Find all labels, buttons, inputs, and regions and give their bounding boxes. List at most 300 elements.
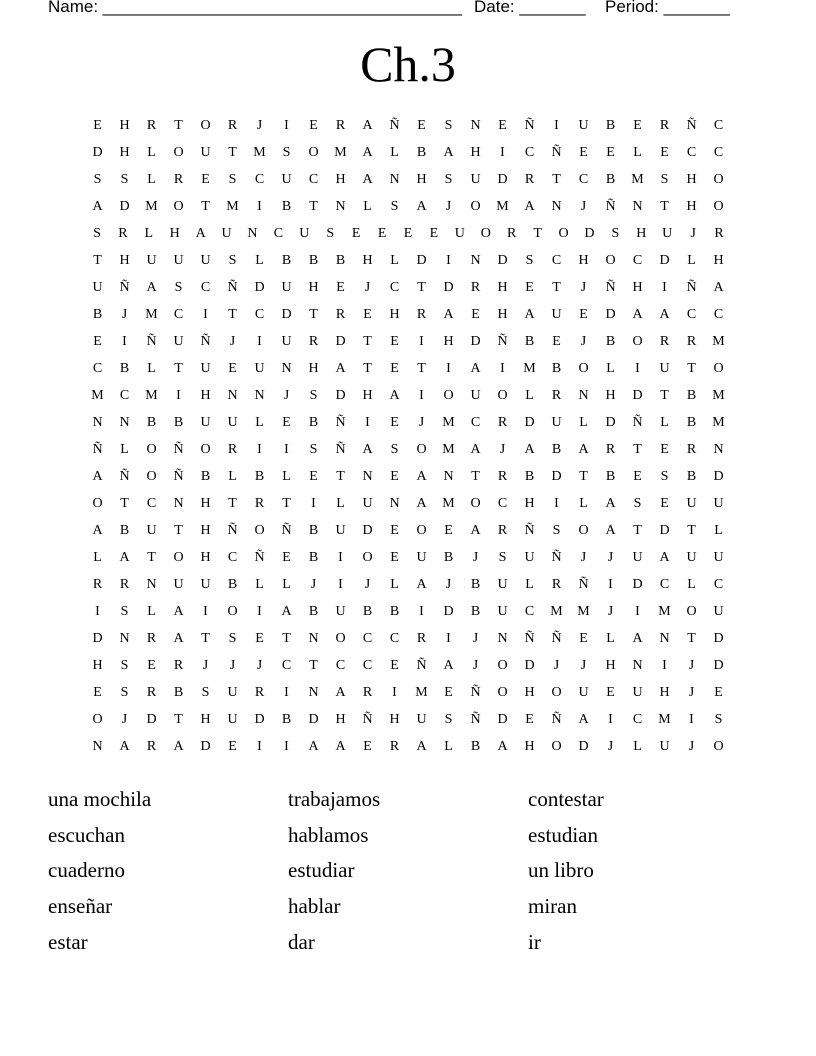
grid-letter: N <box>254 388 265 403</box>
grid-letter: E <box>201 172 210 187</box>
grid-letter: B <box>362 604 373 619</box>
grid-letter: C <box>273 226 284 241</box>
grid-letter: C <box>389 280 400 295</box>
grid-letter: U <box>146 523 157 538</box>
grid-letter: R <box>605 442 616 457</box>
grid-letter: I <box>203 604 208 619</box>
grid-letter: I <box>338 550 343 565</box>
grid-letter: J <box>580 550 587 565</box>
grid-letter: D <box>146 712 157 727</box>
grid-letter: A <box>173 739 184 754</box>
grid-letter: U <box>227 415 238 430</box>
grid-letter: Ñ <box>686 118 697 133</box>
grid-letter: J <box>688 658 695 673</box>
grid-letter: U <box>200 415 211 430</box>
grid-letter: U <box>662 226 673 241</box>
grid-letter: I <box>635 604 640 619</box>
grid-letter: H <box>416 172 427 187</box>
grid-letter: B <box>173 685 184 700</box>
grid-letter: B <box>308 550 319 565</box>
grid-letter: I <box>176 388 181 403</box>
grid-letter: C <box>632 712 643 727</box>
grid-letter: B <box>281 712 292 727</box>
grid-letter: D <box>605 415 616 430</box>
grid-letter: M <box>415 685 428 700</box>
grid-row <box>84 355 732 382</box>
grid-letter: U <box>200 145 211 160</box>
grid-letter: A <box>524 442 535 457</box>
grid-letter: C <box>146 496 157 511</box>
grid-letter: Ñ <box>173 442 184 457</box>
grid-letter: H <box>389 712 400 727</box>
grid-row <box>84 166 732 193</box>
grid-letter: U <box>454 226 465 241</box>
grid-letter: O <box>146 469 157 484</box>
grid-letter: B <box>686 388 697 403</box>
grid-letter: I <box>500 361 505 376</box>
grid-letter: H <box>200 523 211 538</box>
grid-letter: N <box>470 253 481 268</box>
grid-letter: C <box>686 307 697 322</box>
grid-letter: R <box>416 631 427 646</box>
grid-letter: R <box>686 334 697 349</box>
grid-letter: D <box>254 712 265 727</box>
grid-letter: U <box>497 577 508 592</box>
grid-letter: Ñ <box>254 550 265 565</box>
grid-letter: I <box>257 334 262 349</box>
word-list-item: un libro <box>528 858 594 883</box>
grid-letter: E <box>633 118 642 133</box>
grid-letter: Ñ <box>281 523 292 538</box>
grid-letter: L <box>579 496 588 511</box>
grid-letter: L <box>147 361 156 376</box>
grid-letter: U <box>173 577 184 592</box>
grid-letter: T <box>660 199 669 214</box>
grid-row <box>84 544 732 571</box>
grid-letter: A <box>335 739 346 754</box>
grid-letter: O <box>713 199 724 214</box>
grid-letter: I <box>554 118 559 133</box>
grid-letter: H <box>632 280 643 295</box>
grid-letter: T <box>552 280 561 295</box>
grid-letter: E <box>377 226 387 241</box>
grid-letter: T <box>174 523 183 538</box>
grid-letter: Ñ <box>92 442 103 457</box>
grid-letter: R <box>470 280 481 295</box>
word-list-row <box>48 853 768 889</box>
grid-letter: A <box>632 631 643 646</box>
name-field-label: Name: ______________________________________ <box>48 0 463 16</box>
grid-letter: U <box>416 550 427 565</box>
grid-letter: O <box>416 442 427 457</box>
grid-letter: B <box>686 469 697 484</box>
date-field-label: Date: _______ <box>474 0 586 16</box>
grid-letter: R <box>551 388 562 403</box>
grid-letter: B <box>281 253 292 268</box>
grid-letter: R <box>254 685 265 700</box>
grid-letter: I <box>419 604 424 619</box>
grid-letter: O <box>173 199 184 214</box>
grid-letter: M <box>631 172 644 187</box>
grid-letter: B <box>470 577 481 592</box>
grid-letter: E <box>714 685 723 700</box>
grid-letter: C <box>281 658 292 673</box>
grid-letter: D <box>92 631 103 646</box>
word-list-item: hablamos <box>288 822 369 847</box>
grid-letter: L <box>93 550 102 565</box>
grid-letter: Ñ <box>605 199 616 214</box>
grid-letter: U <box>470 172 481 187</box>
grid-letter: R <box>416 307 427 322</box>
grid-letter: E <box>417 118 426 133</box>
grid-letter: J <box>607 550 614 565</box>
grid-letter: E <box>336 280 345 295</box>
grid-letter: R <box>118 226 128 241</box>
grid-row <box>84 247 732 274</box>
grid-letter: B <box>389 604 400 619</box>
grid-row <box>84 382 732 409</box>
grid-letter: H <box>605 658 616 673</box>
grid-letter: J <box>121 712 128 727</box>
grid-letter: A <box>578 442 589 457</box>
grid-letter: H <box>659 685 670 700</box>
grid-letter: R <box>119 577 130 592</box>
word-list-item: hablar <box>288 894 341 919</box>
grid-row <box>84 409 732 436</box>
grid-letter: O <box>308 145 319 160</box>
grid-letter: B <box>227 577 238 592</box>
grid-letter: A <box>416 577 427 592</box>
grid-letter: U <box>362 496 373 511</box>
grid-letter: E <box>390 550 399 565</box>
grid-row <box>84 436 732 463</box>
grid-letter: O <box>686 604 697 619</box>
grid-letter: O <box>227 604 238 619</box>
grid-letter: Ñ <box>119 280 130 295</box>
grid-letter: U <box>200 253 211 268</box>
period-field-label: Period: _______ <box>605 0 730 16</box>
grid-letter: T <box>687 361 696 376</box>
grid-letter: H <box>524 685 535 700</box>
grid-letter: Ñ <box>470 712 481 727</box>
grid-letter: E <box>390 334 399 349</box>
grid-letter: T <box>120 496 129 511</box>
grid-letter: C <box>254 307 265 322</box>
grid-letter: I <box>257 604 262 619</box>
grid-letter: O <box>173 550 184 565</box>
grid-letter: D <box>632 388 643 403</box>
grid-letter: S <box>660 172 669 187</box>
grid-letter: D <box>254 280 265 295</box>
grid-letter: Ñ <box>632 415 643 430</box>
word-list-item: miran <box>528 894 577 919</box>
grid-letter: E <box>444 523 453 538</box>
grid-letter: S <box>390 442 399 457</box>
grid-letter: E <box>390 658 399 673</box>
grid-letter: H <box>636 226 647 241</box>
grid-letter: M <box>496 199 509 214</box>
word-list-item: enseñar <box>48 894 113 919</box>
grid-letter: U <box>173 334 184 349</box>
grid-letter: D <box>497 253 508 268</box>
grid-letter: C <box>713 118 724 133</box>
grid-letter: U <box>551 307 562 322</box>
grid-letter: J <box>580 280 587 295</box>
grid-letter: T <box>93 253 102 268</box>
grid-row <box>84 328 732 355</box>
grid-letter: S <box>120 604 129 619</box>
grid-letter: O <box>497 388 508 403</box>
grid-letter: Ñ <box>686 280 697 295</box>
grid-letter: H <box>92 658 103 673</box>
grid-letter: E <box>660 442 669 457</box>
grid-letter: T <box>228 307 237 322</box>
grid-letter: N <box>389 496 400 511</box>
grid-letter: C <box>497 496 508 511</box>
grid-letter: U <box>659 361 670 376</box>
grid-letter: B <box>308 415 319 430</box>
grid-letter: H <box>524 739 535 754</box>
grid-letter: R <box>714 226 724 241</box>
grid-letter: H <box>578 253 589 268</box>
grid-letter: I <box>284 739 289 754</box>
grid-letter: B <box>686 415 697 430</box>
grid-letter: E <box>579 307 588 322</box>
grid-letter: J <box>256 118 263 133</box>
grid-letter: M <box>91 388 104 403</box>
grid-letter: J <box>256 658 263 673</box>
word-list-item: contestar <box>528 787 604 812</box>
grid-letter: O <box>146 442 157 457</box>
grid-letter: N <box>659 631 670 646</box>
grid-letter: A <box>524 199 535 214</box>
grid-letter: Ñ <box>551 631 562 646</box>
grid-letter: J <box>607 739 614 754</box>
grid-letter: C <box>335 658 346 673</box>
grid-letter: S <box>444 712 453 727</box>
grid-letter: M <box>145 307 158 322</box>
grid-letter: E <box>351 226 361 241</box>
grid-letter: M <box>577 604 590 619</box>
grid-letter: J <box>283 388 290 403</box>
grid-letter: J <box>445 199 452 214</box>
grid-letter: A <box>443 307 454 322</box>
grid-letter: D <box>524 658 535 673</box>
grid-letter: E <box>552 334 561 349</box>
grid-letter: B <box>470 739 481 754</box>
grid-letter: E <box>363 739 372 754</box>
grid-letter: I <box>446 361 451 376</box>
grid-letter: O <box>497 658 508 673</box>
grid-letter: C <box>470 415 481 430</box>
word-search-grid <box>84 112 732 760</box>
grid-letter: U <box>221 226 232 241</box>
grid-letter: N <box>92 739 103 754</box>
grid-letter: B <box>605 118 616 133</box>
grid-letter: U <box>632 685 643 700</box>
grid-letter: T <box>471 469 480 484</box>
grid-letter: B <box>200 469 211 484</box>
grid-letter: O <box>551 685 562 700</box>
grid-letter: A <box>578 712 589 727</box>
grid-letter: T <box>201 631 210 646</box>
grid-letter: U <box>335 604 346 619</box>
grid-letter: B <box>281 199 292 214</box>
grid-letter: E <box>633 469 642 484</box>
grid-letter: U <box>578 685 589 700</box>
grid-letter: Ñ <box>551 550 562 565</box>
grid-letter: H <box>119 145 130 160</box>
grid-letter: D <box>416 253 427 268</box>
grid-letter: H <box>497 280 508 295</box>
grid-letter: R <box>659 334 670 349</box>
grid-row <box>84 706 732 733</box>
grid-letter: I <box>500 145 505 160</box>
grid-letter: C <box>659 577 670 592</box>
grid-letter: O <box>480 226 491 241</box>
word-list <box>48 782 768 960</box>
grid-letter: I <box>392 685 397 700</box>
grid-letter: B <box>551 442 562 457</box>
grid-letter: T <box>363 361 372 376</box>
grid-letter: E <box>525 712 534 727</box>
grid-letter: T <box>228 496 237 511</box>
grid-letter: H <box>497 307 508 322</box>
grid-letter: J <box>472 658 479 673</box>
word-list-item: trabajamos <box>288 787 381 812</box>
grid-letter: D <box>200 739 211 754</box>
grid-letter: E <box>282 415 291 430</box>
grid-letter: L <box>633 739 642 754</box>
grid-letter: I <box>284 442 289 457</box>
grid-letter: J <box>580 658 587 673</box>
grid-letter: A <box>362 442 373 457</box>
grid-letter: T <box>417 280 426 295</box>
grid-letter: O <box>335 631 346 646</box>
grid-letter: U <box>551 415 562 430</box>
grid-letter: L <box>687 577 696 592</box>
grid-letter: U <box>659 739 670 754</box>
grid-letter: A <box>659 307 670 322</box>
grid-letter: D <box>335 334 346 349</box>
grid-letter: N <box>119 631 130 646</box>
grid-letter: O <box>200 442 211 457</box>
grid-letter: I <box>662 658 667 673</box>
grid-letter: C <box>713 577 724 592</box>
grid-letter: H <box>605 388 616 403</box>
word-list-item: estudian <box>528 822 598 847</box>
grid-letter: R <box>254 496 265 511</box>
grid-letter: Ñ <box>578 577 589 592</box>
grid-letter: H <box>200 496 211 511</box>
word-list-item: ir <box>528 929 541 954</box>
grid-letter: A <box>335 361 346 376</box>
grid-letter: U <box>299 226 310 241</box>
grid-letter: S <box>611 226 620 241</box>
grid-letter: J <box>445 577 452 592</box>
grid-letter: Ñ <box>389 118 400 133</box>
grid-letter: R <box>524 172 535 187</box>
grid-letter: N <box>227 388 238 403</box>
grid-letter: R <box>551 577 562 592</box>
grid-letter: J <box>688 739 695 754</box>
grid-letter: S <box>93 226 101 241</box>
grid-letter: T <box>633 523 642 538</box>
grid-letter: I <box>554 496 559 511</box>
grid-letter: A <box>605 523 616 538</box>
grid-letter: R <box>227 118 238 133</box>
grid-letter: H <box>200 712 211 727</box>
grid-letter: M <box>442 496 455 511</box>
grid-letter: O <box>470 199 481 214</box>
grid-letter: O <box>558 226 569 241</box>
grid-letter: A <box>389 388 400 403</box>
grid-letter: E <box>403 226 413 241</box>
grid-letter: L <box>390 253 399 268</box>
grid-letter: T <box>309 199 318 214</box>
grid-letter: O <box>470 496 481 511</box>
grid-letter: A <box>443 658 454 673</box>
grid-letter: D <box>443 604 454 619</box>
grid-letter: T <box>533 226 542 241</box>
grid-letter: L <box>147 604 156 619</box>
grid-letter: T <box>309 307 318 322</box>
grid-letter: E <box>579 145 588 160</box>
grid-letter: U <box>92 280 103 295</box>
grid-letter: E <box>147 658 156 673</box>
grid-letter: E <box>282 550 291 565</box>
grid-letter: M <box>442 415 455 430</box>
grid-letter: C <box>551 253 562 268</box>
grid-letter: M <box>145 388 158 403</box>
grid-letter: J <box>580 199 587 214</box>
grid-row <box>84 625 732 652</box>
grid-letter: O <box>578 361 589 376</box>
grid-letter: R <box>92 577 103 592</box>
grid-letter: U <box>416 712 427 727</box>
grid-letter: U <box>281 334 292 349</box>
word-list-item: una mochila <box>48 787 152 812</box>
grid-letter: H <box>713 253 724 268</box>
grid-letter: T <box>228 145 237 160</box>
grid-letter: Ñ <box>227 523 238 538</box>
grid-letter: B <box>605 469 616 484</box>
grid-letter: A <box>92 199 103 214</box>
grid-letter: A <box>119 739 130 754</box>
grid-letter: B <box>605 334 616 349</box>
grid-letter: N <box>497 631 508 646</box>
grid-letter: M <box>253 145 266 160</box>
grid-letter: S <box>282 145 291 160</box>
grid-letter: L <box>147 172 156 187</box>
grid-letter: I <box>338 577 343 592</box>
grid-letter: L <box>147 145 156 160</box>
grid-letter: U <box>281 172 292 187</box>
grid-letter: M <box>334 145 347 160</box>
grid-letter: C <box>713 307 724 322</box>
grid-letter: O <box>632 334 643 349</box>
grid-letter: Ñ <box>335 415 346 430</box>
grid-letter: U <box>686 496 697 511</box>
grid-letter: R <box>507 226 517 241</box>
grid-letter: S <box>228 172 237 187</box>
grid-letter: U <box>686 550 697 565</box>
grid-letter: E <box>309 469 318 484</box>
word-list-item: cuaderno <box>48 858 125 883</box>
grid-letter: C <box>92 361 103 376</box>
grid-letter: R <box>227 442 238 457</box>
grid-letter: I <box>284 118 289 133</box>
